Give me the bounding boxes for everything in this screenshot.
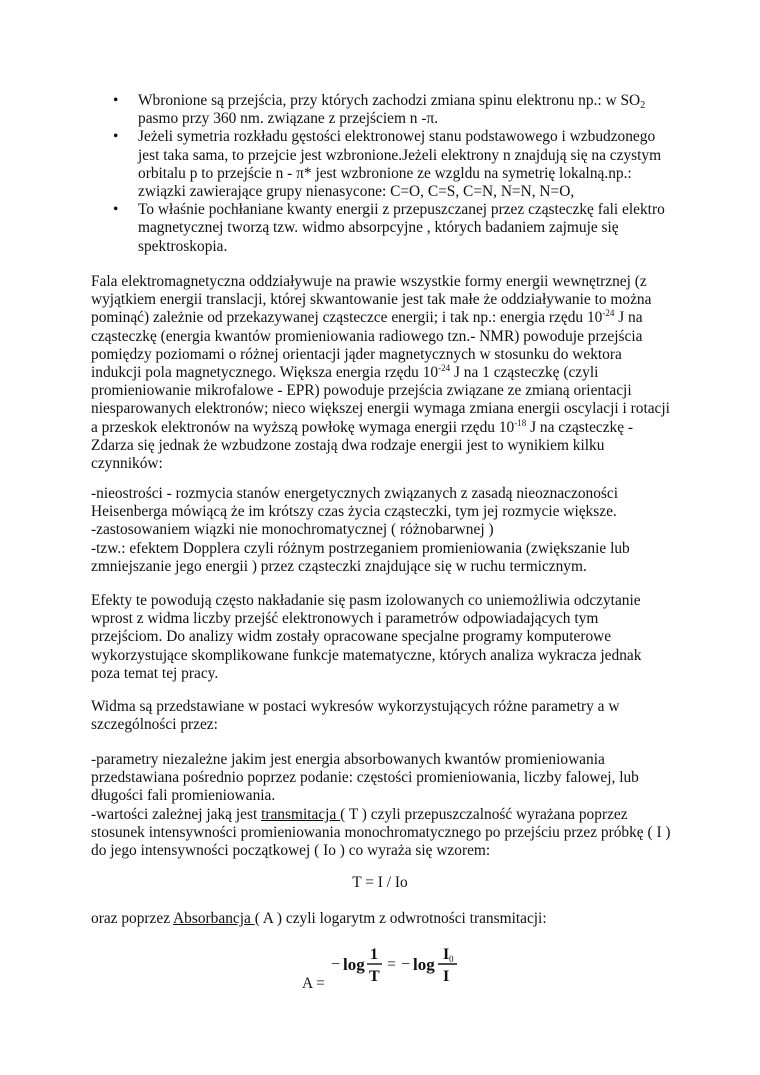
formula-log-1: log (343, 955, 365, 974)
para6-tail: ( A ) czyli logarytm z odwrotności transmitacji: (254, 910, 547, 927)
para1-line-6-tail: J na 1 cząsteczkę (czyli (450, 364, 599, 382)
para1-line-11: czynników: (91, 455, 163, 473)
bullet-list (91, 92, 691, 256)
bullet-item-3 (91, 201, 691, 256)
exponent: -18 (514, 417, 527, 428)
para5-line-1: -parametry niezależne jakim jest energia absorbowanych kwantów promieniowania (91, 751, 605, 768)
absorbance-formula (302, 943, 472, 995)
para2-line-2: Heisenberga mówiącą że im krótszy czas życia cząsteczki, tym jej rozmycie większe. (91, 503, 617, 521)
formula-numerator-2: I (443, 946, 450, 963)
paragraph-effects (91, 592, 681, 683)
para1-line-8: niesparowanych elektronów; nieco większej energii wymaga zmiana energii oscylacji i rotacji (91, 400, 670, 418)
exponent: -24 (438, 363, 451, 374)
para1-line-6 (91, 364, 681, 382)
para1-line-3-text: pominąć) zależnie od przekazywanej cząsteczce energii; i tak np.: energia rzędu 10 (91, 309, 603, 327)
para1-line-10: Zdarza się jednak że wzbudzone zostają dwa rodzaje energii jest to wynikiem kilku (91, 436, 605, 454)
para5-line-4-text: -wartości zależnej jaką jest (91, 805, 262, 823)
formula-numerator-subscript: 0 (449, 954, 454, 964)
paragraph-electromagnetic-wave (91, 273, 681, 473)
para5-line-4 (91, 806, 681, 824)
para1-line-9-tail: J na cząsteczkę - (526, 418, 634, 436)
para2-line-1: -nieostrości - rozmycia stanów energetycznych związanych z zasadą nieoznaczoności (91, 485, 619, 502)
transmittance-equation: T = I / Io (352, 874, 408, 891)
para5-line-3: długości fali promieniowania. (91, 787, 276, 805)
bullet-3-line-1: To właśnie pochłaniane kwanty energii z przepuszczanej przez cząsteczkę fali elektro (138, 201, 665, 219)
bullet-item-1 (91, 92, 691, 128)
paragraph-factors (91, 485, 681, 576)
para3-line-4: wykorzystujące skomplikowane funkcje matematyczne, których analiza wykracza jednak (91, 646, 642, 664)
para1-line-7: promieniowanie mikrofalowe - EPR) powoduje przejścia związane ze zmianą orientacji (91, 382, 632, 400)
para1-line-4: cząsteczkę (energia kwantów promieniowania radiowego tzn.- NMR) powoduje przejścia (91, 327, 643, 345)
para3-line-1: Efekty te powodują często nakładanie się pasm izolowanych co uniemożliwia odczytanie (91, 592, 641, 609)
para1-line-9-text: a przeskok elektronów na wyższą powłokę wymaga energii rzędu 10 (91, 418, 515, 436)
bullet-icon: • (113, 92, 119, 109)
para4-line-1: Widma są przedstawiane w postaci wykresów wykorzystujących różne parametry a w (91, 698, 620, 715)
para5-line-2: przedstawiana pośrednio poprzez podanie: częstości promieniowania, liczby falowej, lub (91, 769, 639, 787)
para1-line-1: Fala elektromagnetyczna oddziaływuje na prawie wszystkie formy energii wewnętrznej (z (91, 273, 647, 290)
para2-line-4: -tzw.: efektem Dopplera czyli różnym postrzeganiem promieniowania (zwiększanie lub (91, 539, 630, 557)
para1-line-5: pomiędzy poziomami o różnej orientacji jąder magnetycznych w stosunku do wektora (91, 345, 622, 363)
bullet-1-line-1: Wbronione są przejścia, przy których zachodzi zmiana spinu elektronu np.: w SO (138, 92, 641, 109)
para5-line-6: do jego intensywności początkowej ( Io ) co wyraża się wzorem: (91, 842, 491, 860)
para1-line-3-tail: J na (614, 309, 643, 327)
bullet-3-line-3: spektroskopia. (138, 237, 228, 255)
para5-line-4-tail: ( T ) czyli przepuszczalność wyrażana poprzez (340, 805, 628, 823)
bullet-item-2 (91, 128, 691, 201)
para3-line-5: poza temat tej pracy. (91, 664, 219, 682)
para1-line-2: wyjątkiem energii translacji, której skwantowanie jest tak małe że oddziaływanie to można (91, 291, 652, 309)
formula-label: A = (302, 975, 325, 992)
transmitacja-link[interactable]: transmitacja (261, 805, 341, 823)
bullet-2-line-3: orbitalu p to przejście n - π* jest wzbronione ze wzgldu na symetrię lokalną.np.: (138, 164, 632, 182)
bullet-3-line-2: magnetycznej tworzą tzw. widmo absorpcyjne , których badaniem zajmuje się (138, 219, 619, 237)
para6-text: oraz poprzez (91, 910, 174, 927)
para2-line-5: zmniejszanie jego energii ) przez cząsteczki znajdujące się w ruchu termicznym. (91, 557, 587, 575)
bullet-2-line-1: Jeżeli symetria rozkładu gęstości elektronowej stanu podstawowego i wzbudzonego (138, 128, 656, 146)
para3-line-2: wprost z widma liczby przejść elektronowych i parametrów odpowiadających tym (91, 610, 599, 628)
para1-line-6-text: indukcji pola magnetycznego. Większa energia rzędu 10 (91, 364, 439, 382)
bullet-2-line-2: jest taka sama, to przejcie jest wzbronione.Jeżeli elektrony n znajdują się na czystym (138, 146, 662, 164)
formula-equals: = (387, 956, 397, 973)
bullet-icon: • (113, 201, 119, 219)
bullet-1-line-2: pasmo przy 360 nm. związane z przejściem n -π. (138, 110, 439, 128)
formula-graphic (328, 943, 468, 995)
formula-numerator-1: 1 (370, 946, 378, 963)
formula-denominator-2: I (443, 968, 450, 985)
paragraph-spectra (91, 698, 681, 734)
para3-line-3: przejściom. Do analizy widm zostały opracowane specjalne programy komputerowe (91, 628, 612, 646)
bullet-icon: • (113, 128, 119, 146)
paragraph-parameters (91, 751, 681, 860)
formula-minus-1: − (331, 956, 341, 973)
exponent: -24 (602, 308, 615, 319)
formula-log-2: log (413, 955, 435, 974)
bullet-2-line-4: związki zawierające grupy nienasycone: C=O, C=S, C=N, N=N, N=O, (138, 183, 575, 201)
formula-minus-2: − (401, 956, 411, 973)
para1-line-3 (91, 309, 681, 327)
para2-line-3: -zastosowaniem wiązki nie monochromatycznej ( różnobarwnej ) (91, 521, 494, 539)
so2-subscript: 2 (640, 100, 646, 111)
para1-line-9 (91, 419, 681, 437)
absorbancja-link[interactable]: Absorbancja (173, 910, 255, 927)
para5-line-5: stosunek intensywności promieniowania monochromatycznego po przejściu przez próbkę ( I ) (91, 823, 671, 841)
para4-line-2: szczególności przez: (91, 716, 218, 734)
formula-denominator-1: T (369, 968, 380, 985)
paragraph-absorbance (91, 910, 681, 928)
